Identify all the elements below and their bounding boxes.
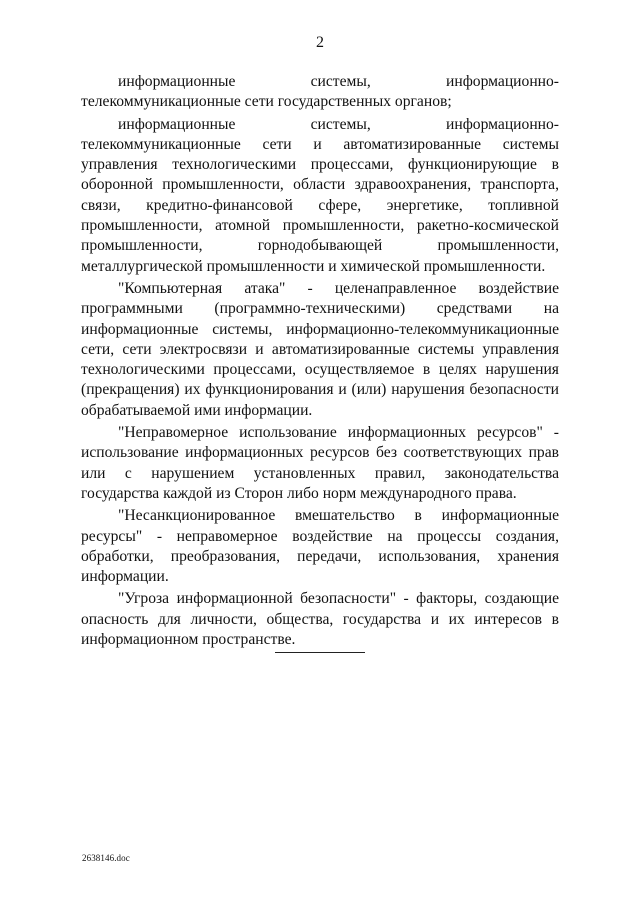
paragraph-government-systems: информационные системы, информационно-телекоммуникационные сети государственных органов; [81,73,559,111]
paragraph-computer-attack-definition: "Компьютерная атака" - целенаправленное воздействие программными (программно-техническими) средствами на информационные системы, информационно-телекоммуникационные сети, сети электросвязи и автоматизированные системы управления технологическими процессами, осуществляемое в целях нарушения (прекращения) их функционирования и (или) нарушения безопасности обрабатываемой ими информации. [81,279,559,419]
paragraph-misuse-definition: "Неправомерное использование информационных ресурсов" - использование информационных ресурсов без соответствующих прав или с нарушением установленных правил, законодательства государства каждой из Сторон либо норм международного права. [81,424,559,502]
paragraph-industry-systems: информационные системы, информационно-телекоммуникационные сети и автоматизированные системы управления технологическими процессами, функционирующие в оборонной промышленности, области здравоохранения, транспорта, связи, кредитно-финансовой сфере, энергетике, топливной промышленности, атомной промышленности, ракетно-космической промышленности, горнодобывающей промышленности, металлургической промышленности и химической промышленности. [81,115,559,275]
page-number: 2 [316,34,324,51]
footer-file-name: 2638146.doc [82,853,130,863]
end-separator-line [275,652,365,653]
paragraph-threat-definition: "Угроза информационной безопасности" - факторы, создающие опасность для личности, общества, государства и их интересов в информационном пространстве. [81,590,559,649]
document-body [81,72,559,650]
paragraph-unauthorized-interference-definition: "Несанкционированное вмешательство в информационные ресурсы" - неправомерное воздействие на процессы создания, обработки, преобразования, передачи, использования, хранения информации. [81,507,559,586]
